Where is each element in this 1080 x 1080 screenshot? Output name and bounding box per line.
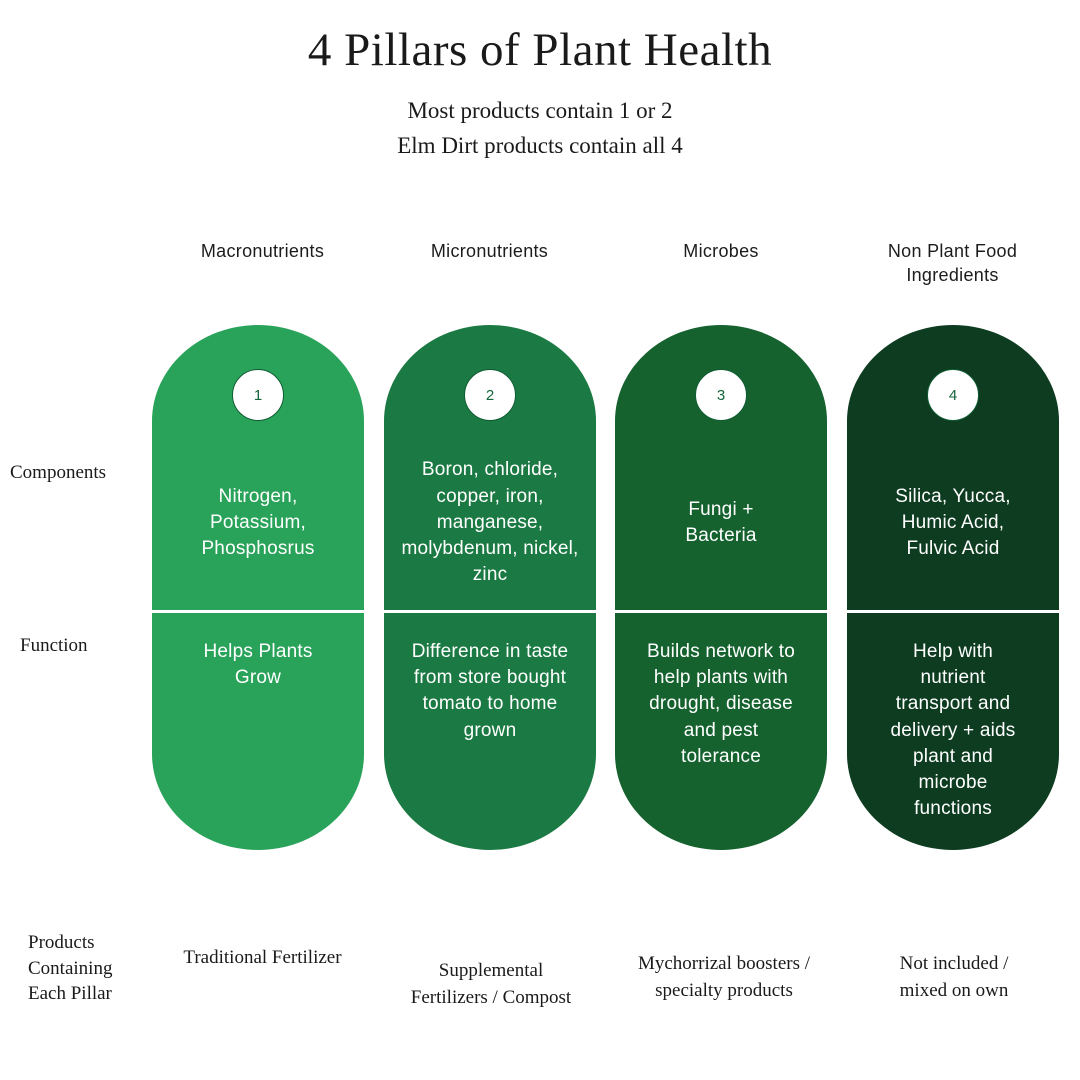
pillar-badge-1: 1 — [232, 369, 284, 421]
row-label-function: Function — [20, 635, 88, 656]
pillar-function-3: Builds network to help plants with drought, disease and pest tolerance — [646, 641, 796, 767]
pillar-column-2[interactable] — [384, 325, 596, 850]
row-label-components: Components — [10, 462, 107, 483]
pillar-components-3: Fungi + Bacteria — [685, 498, 757, 546]
products-row — [0, 925, 1080, 1035]
pillar-column-3[interactable] — [615, 325, 827, 850]
pillar-function-4: Help with nutrient transport and delivery + aids plant and microbe functions — [890, 641, 1016, 820]
column-header-2: Micronutrients — [430, 241, 549, 261]
pillar-function-1: Helps Plants Grow — [203, 641, 313, 689]
subtitle-line-2: Elm Dirt products contain all 4 — [397, 132, 683, 158]
row-label-products: Products Containing Each Pillar — [28, 932, 113, 1005]
pillar-components-2: Boron, chloride, copper, iron, manganese, molybdenum, nickel, zinc — [401, 459, 579, 586]
pillar-badge-3: 3 — [695, 369, 747, 421]
pillar-columns — [0, 325, 1080, 855]
subtitle — [0, 94, 1080, 163]
pillar-components-4: Silica, Yucca, Humic Acid, Fulvic Acid — [895, 485, 1011, 560]
pillar-divider-3 — [615, 610, 827, 613]
pillar-divider-1 — [152, 610, 364, 613]
pillar-divider-2 — [384, 610, 596, 613]
pillar-badge-2: 2 — [464, 369, 516, 421]
header — [0, 0, 1080, 163]
products-cell-2: Supplemental Fertilizers / Compost — [410, 960, 572, 1008]
pillar-divider-4 — [847, 610, 1059, 613]
products-cell-4: Not included / mixed on own — [899, 953, 1009, 1001]
subtitle-line-1: Most products contain 1 or 2 — [407, 98, 673, 124]
page-title: 4 Pillars of Plant Health — [307, 24, 773, 76]
pillar-badge-4: 4 — [927, 369, 979, 421]
column-header-3: Microbes — [683, 241, 759, 261]
column-header-1: Macronutrients — [200, 241, 325, 261]
pillar-components-1: Nitrogen, Potassium, Phosphosrus — [201, 485, 315, 560]
column-header-4: Non Plant Food Ingredients — [887, 241, 1018, 286]
products-cell-1: Traditional Fertilizer — [183, 947, 342, 968]
column-headers — [0, 215, 1080, 285]
pillar-function-2: Difference in taste from store bought tomato to home grown — [411, 641, 569, 741]
pillar-column-4[interactable] — [847, 325, 1059, 850]
products-cell-3: Mychorrizal boosters / specialty products — [637, 953, 810, 1001]
pillar-column-1[interactable] — [152, 325, 364, 850]
